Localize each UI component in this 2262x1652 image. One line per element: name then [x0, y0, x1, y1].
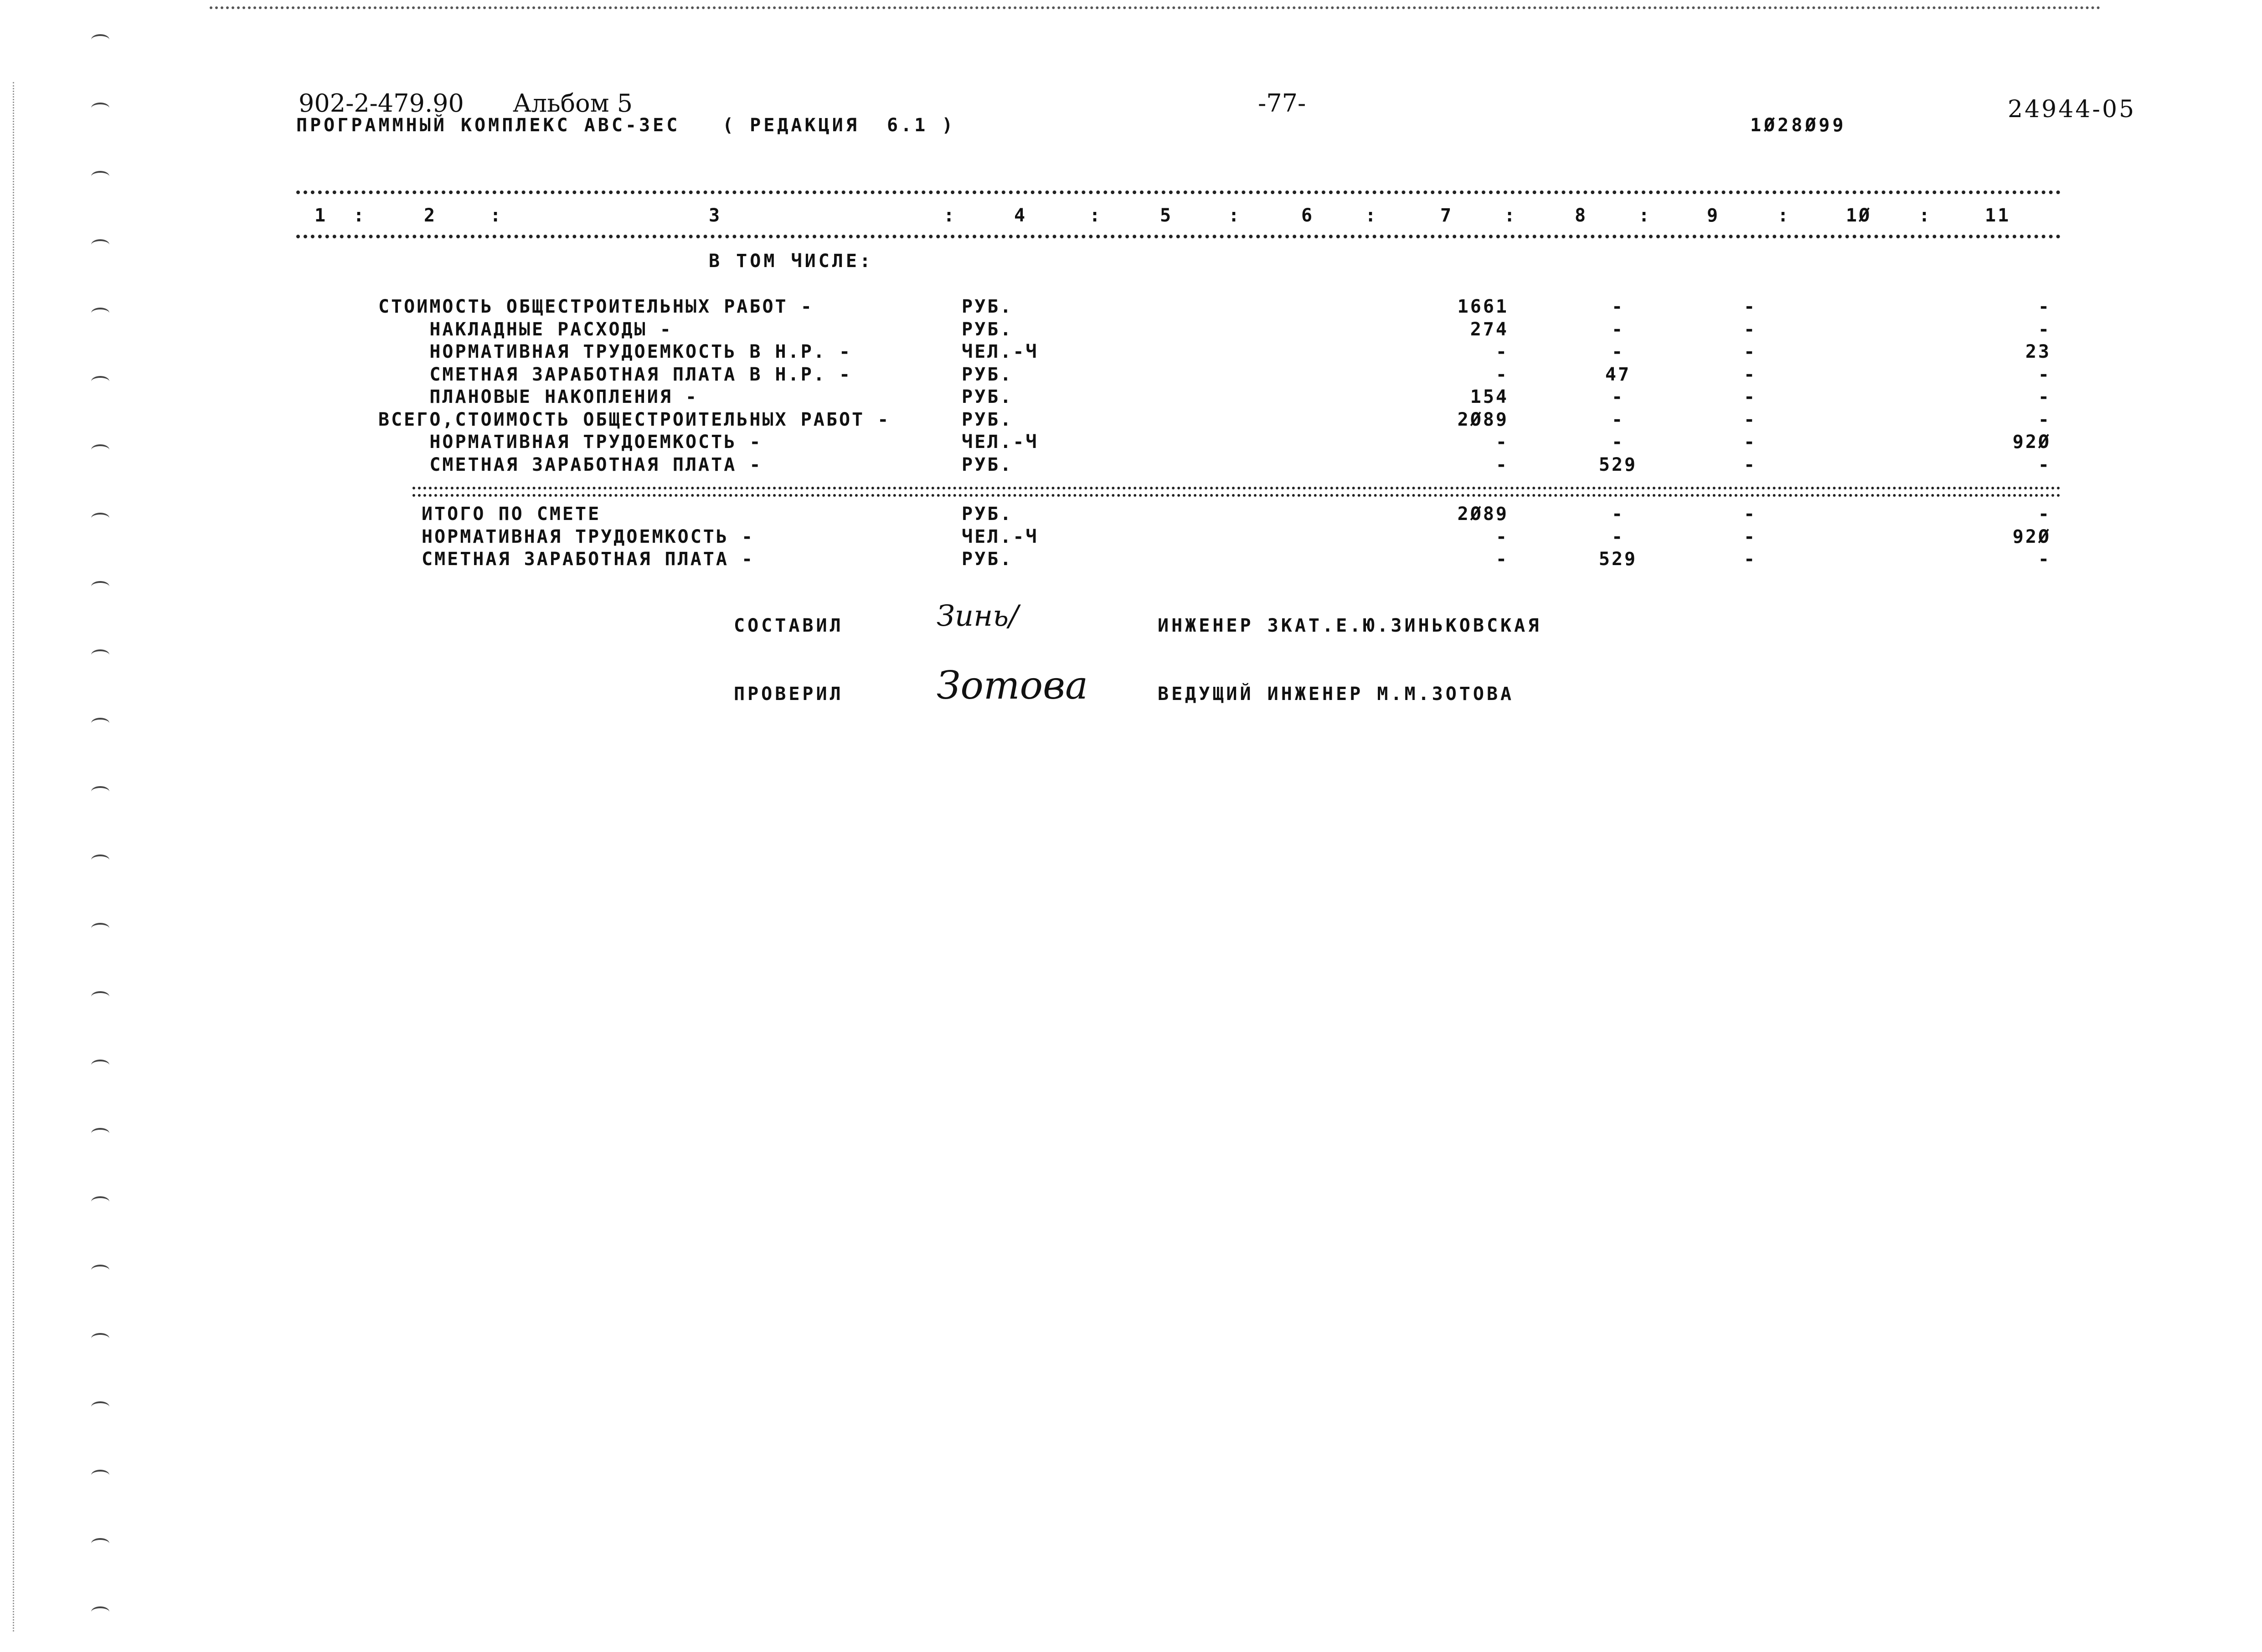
run-id: 1Ø28Ø99 [1750, 115, 1846, 136]
col7-cell: - [1495, 526, 1509, 547]
col7-cell: 2Ø89 [1457, 504, 1509, 525]
col9-cell: - [1743, 296, 1757, 317]
punch-hole-mark [91, 239, 109, 250]
row-label: СТОИМОСТЬ ОБЩЕСТРОИТЕЛЬНЫХ РАБОТ - [378, 296, 814, 317]
col11-cell: 92Ø [2012, 526, 2051, 547]
punch-hole-mark [91, 991, 109, 1002]
punch-hole-mark [91, 1333, 109, 1344]
col7-cell: 2Ø89 [1457, 409, 1509, 430]
col8-cell: - [1611, 386, 1625, 407]
col9-cell: - [1743, 526, 1757, 547]
col8-cell: 529 [1598, 454, 1638, 475]
col9-cell: - [1743, 341, 1757, 362]
column-separator: : [1228, 205, 1242, 226]
col11-cell: - [2038, 409, 2051, 430]
column-separator: : [943, 205, 957, 226]
column-separator: : [1639, 205, 1652, 226]
row-label: СМЕТНАЯ ЗАРАБОТНАЯ ПЛАТА - [378, 454, 763, 475]
punch-hole-mark [91, 581, 109, 592]
unit-cell: РУБ. [962, 296, 1013, 317]
checked-label: ПРОВЕРИЛ [734, 684, 844, 705]
col8-cell: - [1611, 504, 1625, 525]
punch-hole-mark [91, 1060, 109, 1070]
unit-cell: РУБ. [962, 504, 1013, 525]
col8-cell: - [1611, 341, 1625, 362]
row-label: СМЕТНАЯ ЗАРАБОТНАЯ ПЛАТА В Н.Р. - [378, 364, 852, 385]
row-label: НОРМАТИВНАЯ ТРУДОЕМКОСТЬ - [422, 526, 755, 547]
unit-cell: РУБ. [962, 386, 1013, 407]
column-number-5: 5 [1160, 205, 1173, 226]
column-number-9: 9 [1707, 205, 1720, 226]
col8-cell: 529 [1598, 549, 1638, 570]
col11-cell: - [2038, 504, 2051, 525]
column-number-4: 4 [1014, 205, 1027, 226]
page-number: -77- [1258, 89, 1306, 118]
punch-hole-mark [91, 171, 109, 182]
col8-cell: - [1611, 526, 1625, 547]
punch-hole-mark [91, 718, 109, 729]
edition-label: ( РЕДАКЦИЯ 6.1 ) [722, 115, 956, 136]
col8-cell: - [1611, 319, 1625, 340]
punch-hole-mark [91, 923, 109, 934]
col9-cell: - [1743, 364, 1757, 385]
unit-cell: ЧЕЛ.-Ч [962, 432, 1039, 453]
compiled-signature: Зинь/ [937, 599, 1019, 633]
col7-cell: - [1495, 549, 1509, 570]
row-label: ВСЕГО,СТОИМОСТЬ ОБЩЕСТРОИТЕЛЬНЫХ РАБОТ - [378, 409, 891, 430]
compiled-label: СОСТАВИЛ [734, 615, 844, 636]
document-code: 902-2-479.90 [299, 89, 464, 118]
punch-hole-mark [91, 1401, 109, 1412]
table-top-rule [296, 190, 2061, 198]
col11-cell: - [2038, 296, 2051, 317]
punch-hole-mark [91, 854, 109, 865]
table-header-rule [296, 235, 2061, 242]
album-label: Альбом 5 [513, 89, 633, 118]
col11-cell: - [2038, 454, 2051, 475]
punch-hole-mark [91, 103, 109, 113]
col7-cell: - [1495, 432, 1509, 453]
col9-cell: - [1743, 409, 1757, 430]
col11-cell: 92Ø [2012, 432, 2051, 453]
column-separator: : [1919, 205, 1932, 226]
col7-cell: - [1495, 341, 1509, 362]
col7-cell: 1661 [1457, 296, 1509, 317]
unit-cell: ЧЕЛ.-Ч [962, 341, 1039, 362]
column-number-10: 1Ø [1846, 205, 1872, 226]
punch-hole-mark [91, 649, 109, 660]
row-label: ПЛАНОВЫЕ НАКОПЛЕНИЯ - [378, 386, 699, 407]
punch-hole-mark [91, 1470, 109, 1481]
col7-cell: 154 [1470, 386, 1509, 407]
row-label: НОРМАТИВНАЯ ТРУДОЕМКОСТЬ В Н.Р. - [378, 341, 852, 362]
column-number-2: 2 [424, 205, 437, 226]
column-separator: : [1778, 205, 1791, 226]
col7-cell: - [1495, 454, 1509, 475]
table-row [0, 549, 2262, 576]
column-separator: : [490, 205, 503, 226]
column-number-7: 7 [1440, 205, 1453, 226]
scan-top-edge [210, 6, 2101, 9]
unit-cell: РУБ. [962, 549, 1013, 570]
column-number-1: 1 [314, 205, 328, 226]
col8-cell: - [1611, 432, 1625, 453]
col9-cell: - [1743, 504, 1757, 525]
unit-cell: РУБ. [962, 319, 1013, 340]
col11-cell: - [2038, 364, 2051, 385]
col11-cell: - [2038, 386, 2051, 407]
column-number-8: 8 [1575, 205, 1588, 226]
col8-cell: - [1611, 409, 1625, 430]
punch-hole-mark [91, 1265, 109, 1276]
col9-cell: - [1743, 549, 1757, 570]
col9-cell: - [1743, 454, 1757, 475]
column-separator: : [1365, 205, 1378, 226]
archive-stamp: 24944-05 [2008, 96, 2136, 123]
col11-cell: - [2038, 319, 2051, 340]
punch-hole-mark [91, 1606, 109, 1617]
totals-rule [412, 487, 2061, 493]
column-number-11: 11 [1985, 205, 2011, 226]
column-separator: : [353, 205, 366, 226]
col9-cell: - [1743, 386, 1757, 407]
totals-rule-2 [412, 494, 2061, 500]
column-separator: : [1089, 205, 1103, 226]
punch-hole-mark [91, 1196, 109, 1207]
unit-cell: РУБ. [962, 409, 1013, 430]
program-name: ПРОГРАММНЫЙ КОМПЛЕКС АВС-3ЕС [296, 115, 680, 136]
column-separator: : [1504, 205, 1517, 226]
unit-cell: РУБ. [962, 364, 1013, 385]
column-header-row [0, 205, 2262, 232]
col7-cell: 274 [1470, 319, 1509, 340]
column-number-6: 6 [1301, 205, 1314, 226]
unit-cell: РУБ. [962, 454, 1013, 475]
row-label: НАКЛАДНЫЕ РАСХОДЫ - [378, 319, 673, 340]
row-label: ИТОГО ПО СМЕТЕ [422, 504, 601, 525]
col7-cell: - [1495, 364, 1509, 385]
row-label: НОРМАТИВНАЯ ТРУДОЕМКОСТЬ - [378, 432, 763, 453]
table-row [0, 454, 2262, 482]
punch-hole-mark [91, 786, 109, 797]
section-title: В ТОМ ЧИСЛЕ: [709, 251, 873, 272]
column-number-3: 3 [709, 205, 722, 226]
punch-hole-mark [91, 34, 109, 45]
col11-cell: 23 [2025, 341, 2051, 362]
col8-cell: 47 [1605, 364, 1631, 385]
col11-cell: - [2038, 549, 2051, 570]
col9-cell: - [1743, 319, 1757, 340]
checked-signature: Зотова [937, 663, 1088, 708]
punch-hole-mark [91, 1538, 109, 1549]
punch-hole-mark [91, 1128, 109, 1139]
compiled-by: ИНЖЕНЕР ЗКАТ.Е.Ю.ЗИНЬКОВСКАЯ [1158, 615, 1542, 636]
col8-cell: - [1611, 296, 1625, 317]
col9-cell: - [1743, 432, 1757, 453]
checked-by: ВЕДУЩИЙ ИНЖЕНЕР М.М.ЗОТОВА [1158, 684, 1515, 705]
unit-cell: ЧЕЛ.-Ч [962, 526, 1039, 547]
row-label: СМЕТНАЯ ЗАРАБОТНАЯ ПЛАТА - [422, 549, 755, 570]
